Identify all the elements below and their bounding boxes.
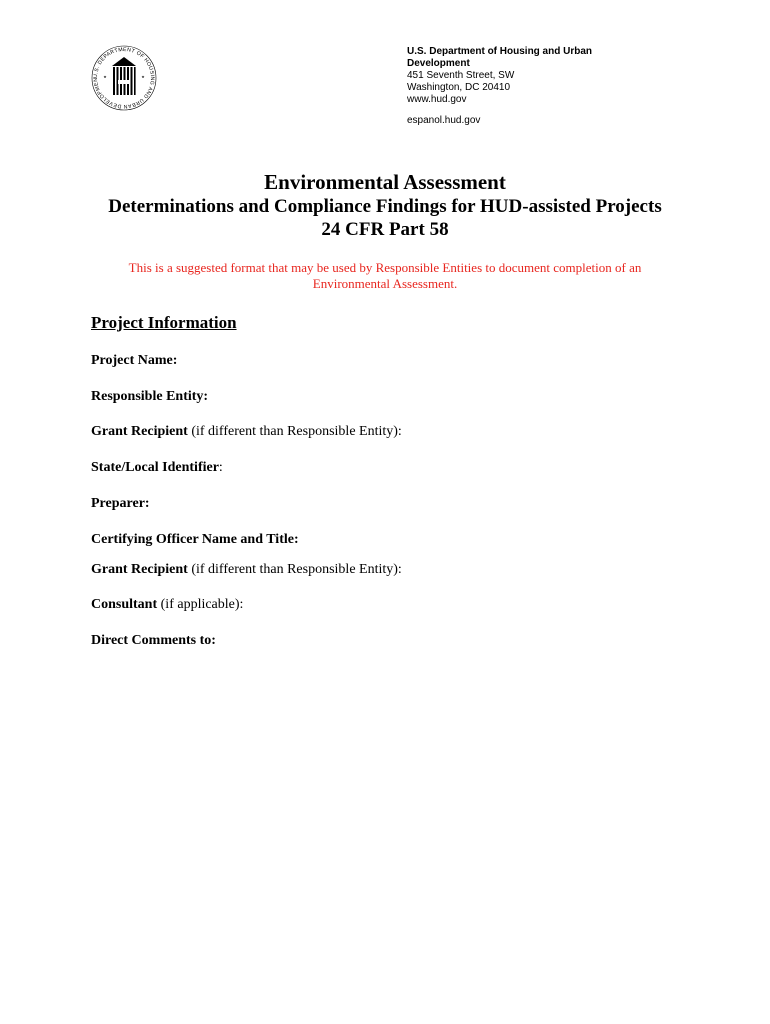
field-label: Project Name: xyxy=(91,353,178,368)
field-direct-comments[interactable] xyxy=(91,632,216,650)
field-responsible-entity[interactable] xyxy=(91,388,208,406)
address-line-website[interactable]: www.hud.gov xyxy=(407,94,467,105)
field-label: Responsible Entity: xyxy=(91,389,209,404)
field-consultant[interactable] xyxy=(91,596,243,614)
seal-ring-text: U.S. DEPARTMENT OF HOUSING AND URBAN DEVELOPMEN xyxy=(92,46,156,110)
hud-seal-icon xyxy=(90,44,158,112)
field-grant-recipient-2[interactable] xyxy=(91,561,402,579)
field-label: State/Local Identifier xyxy=(91,460,219,475)
agency-name: U.S. Department of Housing and Urban Development xyxy=(407,46,593,69)
field-qualifier: : xyxy=(218,460,223,475)
title-line-1: Environmental Assessment xyxy=(264,170,506,194)
field-label: Direct Comments to: xyxy=(91,633,216,648)
field-label: Consultant xyxy=(91,597,158,612)
address-line-city: Washington, DC 20410 xyxy=(407,82,511,93)
field-label: Grant Recipient xyxy=(91,424,188,439)
field-preparer[interactable] xyxy=(91,495,150,513)
agency-address-block xyxy=(407,46,627,127)
field-state-local-identifier[interactable] xyxy=(91,459,223,477)
address-spacer xyxy=(407,106,627,115)
address-line-street: 451 Seventh Street, SW xyxy=(407,70,515,81)
field-qualifier: (if applicable): xyxy=(157,597,244,612)
hud-seal xyxy=(90,44,158,112)
field-qualifier: (if different than Responsible Entity): xyxy=(187,562,402,577)
field-label: Certifying Officer Name and Title: xyxy=(91,532,299,547)
field-label: Preparer: xyxy=(91,496,150,511)
document-title xyxy=(0,170,770,241)
title-line-3: 24 CFR Part 58 xyxy=(321,219,449,240)
title-line-2: Determinations and Compliance Findings for HUD-assisted Projects xyxy=(108,196,662,217)
field-label: Grant Recipient xyxy=(91,562,188,577)
field-project-name[interactable] xyxy=(91,352,177,370)
field-qualifier: (if different than Responsible Entity): xyxy=(187,424,402,439)
field-grant-recipient[interactable] xyxy=(91,423,402,441)
suggested-format-note: This is a suggested format that may be used by Responsible Entities to document completion of an Environmental Assessment. xyxy=(128,260,642,291)
field-certifying-officer[interactable] xyxy=(91,531,299,549)
spanish-site-link[interactable]: espanol.hud.gov xyxy=(407,115,481,126)
project-information-heading: Project Information xyxy=(91,313,237,332)
